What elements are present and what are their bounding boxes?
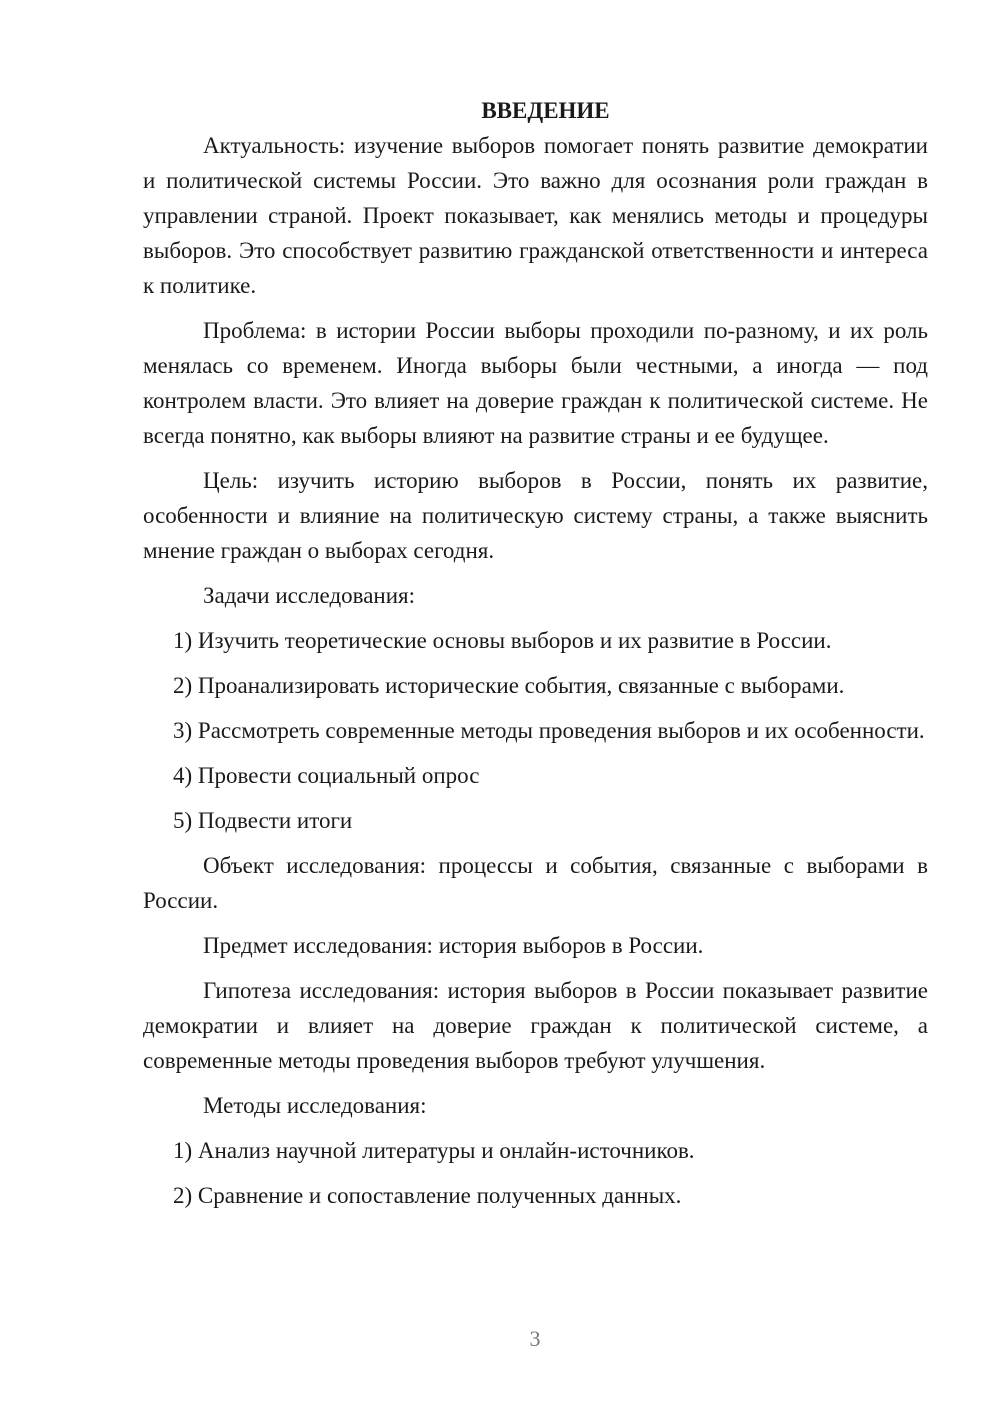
task-item: 3) Рассмотреть современные методы проведения выборов и их особенности.: [173, 718, 925, 743]
tasks-title: Задачи исследования:: [203, 583, 416, 608]
paragraph-hypothesis: Гипотеза исследования: история выборов в России показывает развитие демократии и влияет на доверие граждан к политической системе, а современные методы проведения выборов требуют улучшения.: [143, 978, 928, 1073]
task-item: 2) Проанализировать исторические события, связанные с выборами.: [173, 673, 845, 698]
task-item: 5) Подвести итоги: [173, 808, 353, 833]
page-body: [143, 93, 928, 1223]
paragraph-problem: Проблема: в истории России выборы проходили по-разному, и их роль менялась со временем. Иногда выборы были честными, а иногда — под контролем власти. Это влияет на доверие граждан к политической системе. Не всегда понятно, как выборы влияют на развитие страны и ее будущее.: [143, 318, 928, 448]
page-number: 3: [529, 1326, 541, 1351]
paragraph-object: Объект исследования: процессы и события, связанные с выборами в России.: [143, 853, 928, 913]
task-item: 1) Изучить теоретические основы выборов и их развитие в России.: [173, 628, 832, 653]
paragraph-subject: Предмет исследования: история выборов в России.: [203, 933, 704, 958]
paragraph-relevance: Актуальность: изучение выборов помогает понять развитие демократии и политической системы России. Это важно для осознания роли граждан в управлении страной. Проект показывает, как менялись методы и процедуры выборов. Это способствует развитию гражданской ответственности и интереса к политике.: [143, 133, 928, 298]
method-item: 1) Анализ научной литературы и онлайн-источников.: [173, 1138, 695, 1163]
section-heading: ВВЕДЕНИЕ: [481, 98, 610, 123]
method-item: 2) Сравнение и сопоставление полученных данных.: [173, 1183, 682, 1208]
methods-title: Методы исследования:: [203, 1093, 427, 1118]
paragraph-goal: Цель: изучить историю выборов в России, понять их развитие, особенности и влияние на политическую систему страны, а также выяснить мнение граждан о выборах сегодня.: [143, 468, 928, 563]
task-item: 4) Провести социальный опрос: [173, 763, 480, 788]
